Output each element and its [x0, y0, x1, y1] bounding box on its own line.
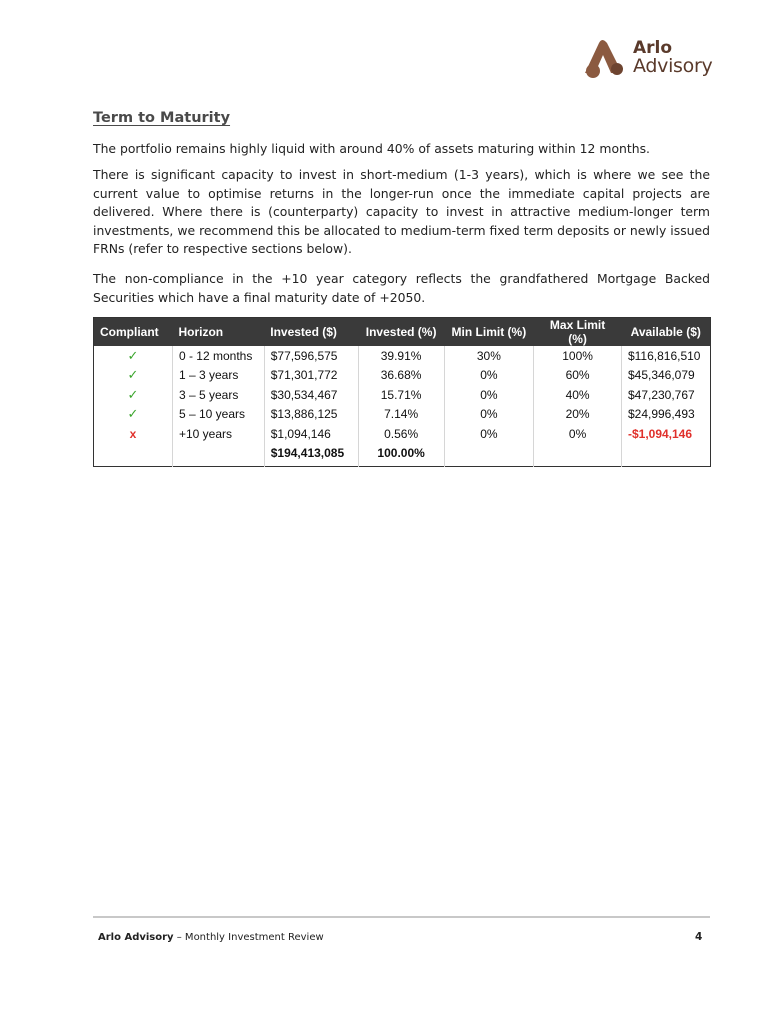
check-icon: ✓	[127, 406, 139, 422]
min-limit-cell: 0%	[444, 385, 534, 405]
invested-pct-cell: 0.56%	[358, 424, 444, 444]
max-limit-cell: 0%	[534, 424, 622, 444]
min-limit-cell: 0%	[444, 366, 534, 386]
paragraph-capacity: There is significant capacity to invest in short-medium (1-3 years), which is where we see the current value to optimise returns in the longer-run once the immediate capital projects are delivered. Where there is (counterparty) capacity to invest in attractive medium-longer term investments, we recommend this be allocated to medium-term fixed term deposits or newly issued FRNs (refer to respective sections below).	[93, 167, 710, 257]
total-invested-cell: $194,413,085	[264, 444, 358, 467]
invested-cell: $1,094,146	[264, 424, 358, 444]
table-header-row	[94, 318, 711, 347]
term-to-maturity-table	[93, 317, 711, 467]
header-max-limit: Max Limit (%)	[534, 318, 622, 347]
header-min-limit: Min Limit (%)	[444, 318, 534, 347]
arlo-advisory-logo	[583, 37, 713, 79]
total-invested-pct-cell: 100.00%	[358, 444, 444, 467]
max-limit-cell: 40%	[534, 385, 622, 405]
logo-line-2: Advisory	[633, 55, 713, 77]
empty-cell	[534, 444, 622, 467]
min-limit-cell: 0%	[444, 424, 534, 444]
invested-pct-cell: 7.14%	[358, 405, 444, 425]
max-limit-cell: 100%	[534, 346, 622, 366]
header-horizon: Horizon	[172, 318, 264, 347]
section-heading: Term to Maturity	[93, 110, 231, 126]
table-total-row	[94, 444, 711, 467]
empty-cell	[94, 444, 173, 467]
min-limit-cell: 0%	[444, 405, 534, 425]
min-limit-cell: 30%	[444, 346, 534, 366]
invested-cell: $71,301,772	[264, 366, 358, 386]
invested-cell: $30,534,467	[264, 385, 358, 405]
horizon-cell: 5 – 10 years	[172, 405, 264, 425]
footer-report-name: – Monthly Investment Review	[173, 932, 324, 943]
horizon-cell: 3 – 5 years	[172, 385, 264, 405]
check-icon: ✓	[127, 347, 139, 363]
arlo-logo-icon	[583, 37, 629, 79]
max-limit-cell: 20%	[534, 405, 622, 425]
available-cell: $47,230,767	[621, 385, 710, 405]
header-available: Available ($)	[621, 318, 710, 347]
table-row	[94, 385, 711, 405]
check-icon: ✓	[127, 386, 139, 402]
available-cell: $45,346,079	[621, 366, 710, 386]
available-cell-negative: -$1,094,146	[621, 424, 710, 444]
invested-cell: $77,596,575	[264, 346, 358, 366]
horizon-cell: 1 – 3 years	[172, 366, 264, 386]
available-cell: $24,996,493	[621, 405, 710, 425]
footer-title	[98, 932, 324, 943]
footer-brand: Arlo Advisory	[98, 932, 174, 943]
table-row	[94, 424, 711, 444]
logo-line-1: Arlo	[633, 38, 673, 58]
table-row	[94, 346, 711, 366]
cross-icon: x	[129, 426, 137, 441]
invested-cell: $13,886,125	[264, 405, 358, 425]
header-invested-dollars: Invested ($)	[264, 318, 358, 347]
invested-pct-cell: 36.68%	[358, 366, 444, 386]
empty-cell	[172, 444, 264, 467]
horizon-cell: 0 - 12 months	[172, 346, 264, 366]
invested-pct-cell: 39.91%	[358, 346, 444, 366]
empty-cell	[621, 444, 710, 467]
horizon-cell: +10 years	[172, 424, 264, 444]
header-invested-percent: Invested (%)	[358, 318, 444, 347]
table-row	[94, 405, 711, 425]
available-cell: $116,816,510	[621, 346, 710, 366]
footer-divider	[93, 916, 710, 918]
page-number: 4	[695, 931, 703, 943]
max-limit-cell: 60%	[534, 366, 622, 386]
check-icon: ✓	[127, 367, 139, 383]
paragraph-liquidity: The portfolio remains highly liquid with around 40% of assets maturing within 12 months.	[93, 141, 650, 156]
invested-pct-cell: 15.71%	[358, 385, 444, 405]
empty-cell	[444, 444, 534, 467]
table-row	[94, 366, 711, 386]
header-compliant: Compliant	[94, 318, 173, 347]
paragraph-non-compliance: The non-compliance in the +10 year category reflects the grandfathered Mortgage Backed Securities which have a final maturity date of +2050.	[93, 271, 710, 305]
